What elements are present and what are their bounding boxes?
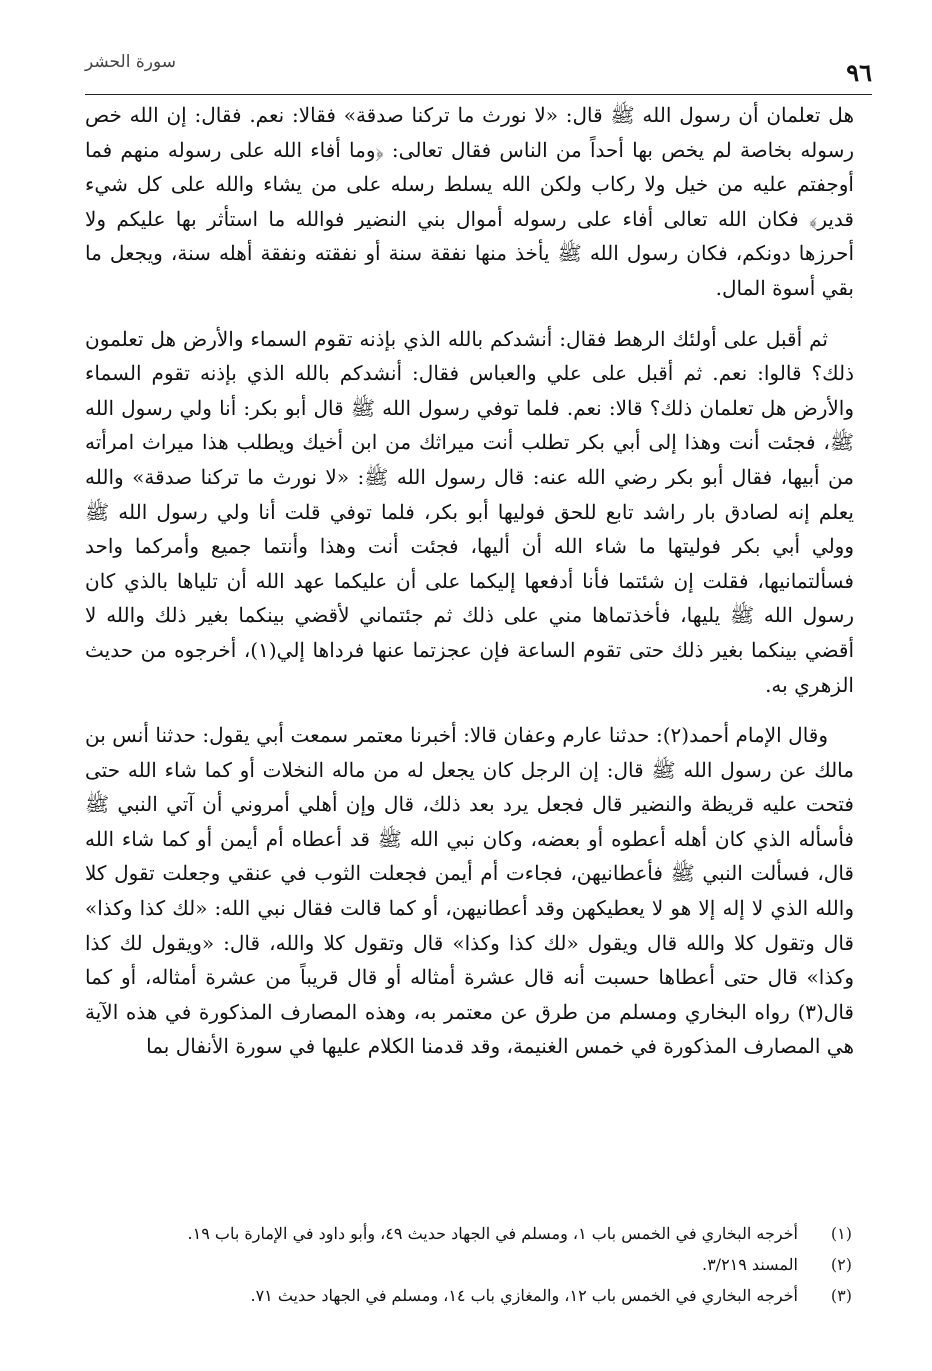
footnote — [150, 1280, 852, 1311]
footnote-text: أخرجه البخاري في الخمس باب ١، ومسلم في الجهاد حديث ٤٩، وأبو داود في الإمارة باب ١٩. — [187, 1224, 798, 1243]
paragraph-3: وقال الإمام أحمد(٢): حدثنا عارم وعفان قالا: أخبرنا معتمر سمعت أبي يقول: حدثنا أنس بن مالك عن رسول الله ﷺ قال: إن الرجل كان يجعل له من ماله النخلات أو كما شاء الله حتى فتحت عليه قريظة والنضير قال فجعل يرد بعد ذلك، قال وإن أهلي أمروني أن آتي النبي ﷺ فأسأله الذي كان أهله أعطوه أو بعضه، وكان نبي الله ﷺ قد أعطاه أم أيمن أو كما شاء الله قال، فسألت النبي ﷺ فأعطانيهن، فجاءت أم أيمن فجعلت الثوب في عنقي وجعلت تقول كلا والله الذي لا إله إلا هو لا يعطيكهن وقد أعطانيهن، أو كما قالت فقال نبي الله: «لك كذا وكذا» قال وتقول كلا والله قال ويقول «لك كذا وكذا» قال وتقول كلا والله، قال: «ويقول لك كذا وكذا» قال حتى أعطاها حسبت أنه قال عشرة أمثاله أو قال قريباً من عشرة أمثاله، أو كما قال(٣) رواه البخاري ومسلم من طرق عن معتمر به، وهذه المصارف المذكورة في هذه الآية هي المصارف المذكورة في خمس الغنيمة، وقد قدمنا الكلام عليها في سورة الأنفال بما — [85, 723, 854, 1059]
surah-title: سورة الحشر — [85, 52, 176, 72]
paragraph-2: ثم أقبل على أولئك الرهط فقال: أنشدكم بالله الذي بإذنه تقوم السماء والأرض هل تعلمون ذلك؟ قالوا: نعم. ثم أقبل على علي والعباس فقال: أنشدكم بالله الذي بإذنه تقوم السماء والأرض هل تعلمان ذلك؟ قالا: نعم. فلما توفي رسول الله ﷺ قال أبو بكر: أنا ولي رسول الله ﷺ، فجئت أنت وهذا إلى أبي بكر تطلب أنت ميراثك من ابن أخيك ويطلب هذا ميراث امرأته من أبيها، فقال أبو بكر رضي الله عنه: قال رسول الله ﷺ: «لا نورث ما تركنا صدقة» والله يعلم إنه لصادق بار راشد تابع للحق فوليها أبو بكر، فلما توفي قلت أنا ولي رسول الله ﷺ وولي أبي بكر فوليتها ما شاء الله أن أليها، فجئت أنت وهذا وأنتما جميع وأمركما واحد فسألتمانيها، فقلت إن شئتما فأنا أدفعها إليكما على أن عليكما عهد الله أن تلياها بالذي كان رسول الله ﷺ يليها، فأخذتماها مني على ذلك ثم جئتماني لأقضي بينكما بغير ذلك والله لا أقضي بينكما بغير ذلك حتى تقوم الساعة فإن عجزتما عنها فرداها إلي(١)، أخرجوه من حديث الزهري به. — [85, 326, 855, 697]
main-text — [85, 98, 854, 1064]
paragraph-1: هل تعلمان أن رسول الله ﷺ قال: «لا نورث ما تركنا صدقة» فقالا: نعم. فقال: إن الله خص رسوله بخاصة لم يخص بها أحداً من الناس فقال تعالى: ﴿وما أفاء الله على رسوله منهم فما أوجفتم عليه من خيل ولا ركاب ولكن الله يسلط رسله على من يشاء والله على كل شيء قدير﴾ فكان الله تعالى أفاء على رسوله أموال بني النضير فوالله ما استأثر بها عليكم ولا أحرزها دونكم، فكان رسول الله ﷺ يأخذ منها نفقة سنة أو نفقته ونفقة أهله سنة، ويجعل ما بقي أسوة المال. — [85, 103, 854, 300]
footnote-number: (١) — [830, 1224, 852, 1243]
page-header — [85, 52, 872, 95]
footnote-number: (٢) — [830, 1255, 852, 1274]
footnotes — [150, 1218, 852, 1311]
footnote-number: (٣) — [830, 1286, 852, 1305]
footnote-text: المسند ٣/٢١٩. — [701, 1255, 798, 1274]
footnote — [150, 1249, 852, 1280]
footnote — [150, 1218, 852, 1249]
footnote-text: أخرجه البخاري في الخمس باب ١٢، والمغازي باب ١٤، ومسلم في الجهاد حديث ٧١. — [250, 1286, 798, 1305]
page-number: ٩٦ — [846, 58, 872, 87]
